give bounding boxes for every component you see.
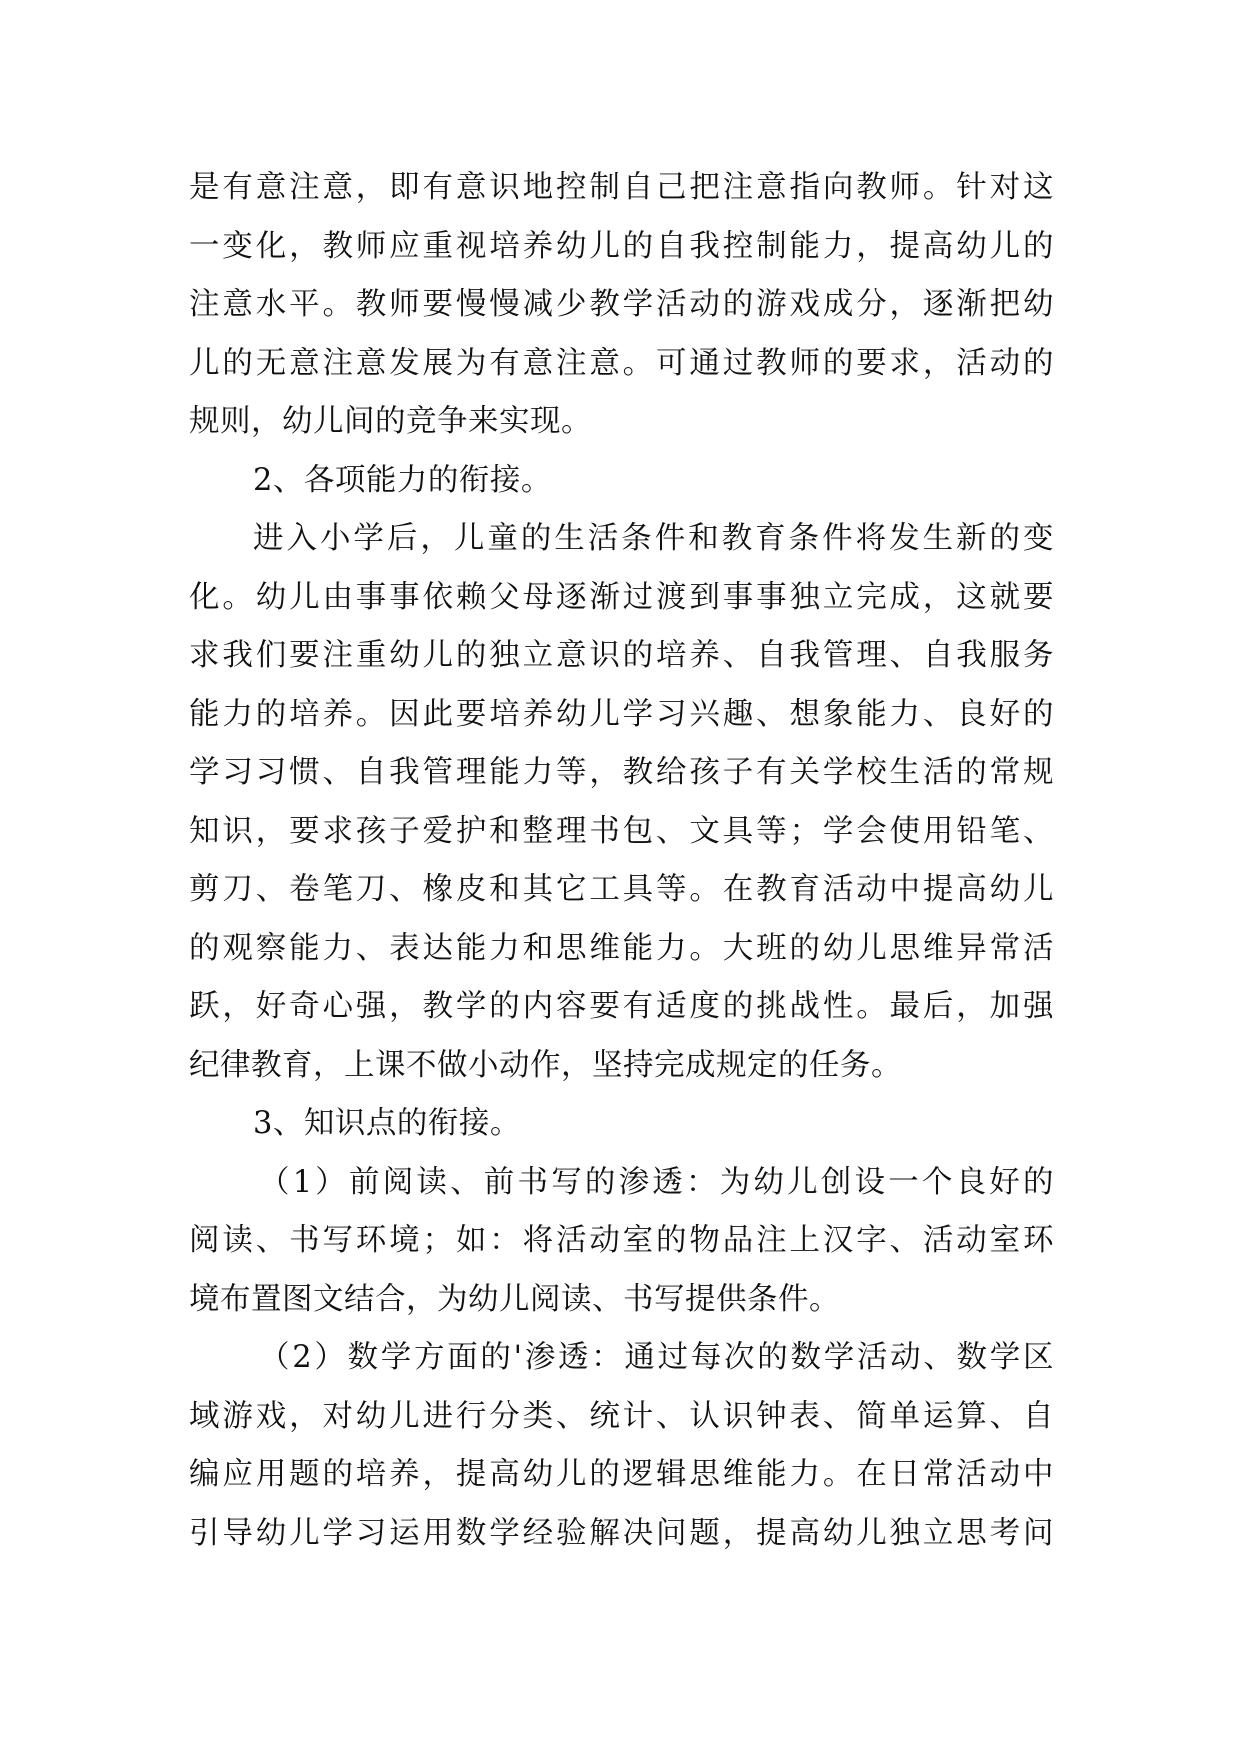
paragraph-line: 是有意注意，即有意识地控制自己把注意指向教师。针对这: [189, 170, 1054, 205]
paragraph-line: 跃，好奇心强，教学的内容要有适度的挑战性。最后，加强: [189, 989, 1054, 1024]
section-heading: 2、各项能力的衔接。: [253, 462, 552, 498]
body-text: [189, 159, 1054, 1563]
section-heading: 3、知识点的衔接。: [253, 1106, 521, 1141]
paragraph-line: 学习习惯、自我管理能力等，教给孩子有关学校生活的常规: [189, 755, 1054, 790]
paragraph-line: 剪刀、卷笔刀、橡皮和其它工具等。在教育活动中提高幼儿: [189, 872, 1054, 907]
paragraph-line: 能力的培养。因此要培养幼儿学习兴趣、想象能力、良好的: [189, 696, 1054, 732]
paragraph-line: 纪律教育，上课不做小动作，坚持完成规定的任务。: [189, 1047, 902, 1083]
paragraph-line: 进入小学后，儿童的生活条件和教育条件将发生新的变: [253, 521, 1054, 556]
paragraph-line: 注意水平。教师要慢慢减少教学活动的游戏成分，逐渐把幼: [189, 287, 1054, 322]
paragraph-line: 域游戏，对幼儿进行分类、统计、认识钟表、简单运算、自: [189, 1398, 1054, 1434]
paragraph-line: 儿的无意注意发展为有意注意。可通过教师的要求，活动的: [189, 345, 1054, 381]
paragraph-line: 境布置图文结合，为幼儿阅读、书写提供条件。: [189, 1281, 840, 1317]
paragraph-line: （1）前阅读、前书写的渗透：为幼儿创设一个良好的: [259, 1164, 1054, 1200]
paragraph-line: 一变化，教师应重视培养幼儿的自我控制能力，提高幼儿的: [189, 228, 1054, 264]
paragraph-line: 的观察能力、表达能力和思维能力。大班的幼儿思维异常活: [189, 930, 1054, 966]
paragraph-line: （2）数学方面的'渗透：通过每次的数学活动、数学区: [259, 1340, 1054, 1375]
paragraph-line: 编应用题的培养，提高幼儿的逻辑思维能力。在日常活动中: [189, 1457, 1054, 1492]
paragraph-line: 知识，要求孩子爱护和整理书包、文具等；学会使用铅笔、: [189, 813, 1054, 849]
paragraph-line: 规则，幼儿间的竞争来实现。: [189, 404, 592, 439]
paragraph-line: 阅读、书写环境；如：将活动室的物品注上汉字、活动室环: [189, 1223, 1054, 1258]
paragraph-line: 引导幼儿学习运用数学经验解决问题，提高幼儿独立思考问: [189, 1515, 1054, 1551]
paragraph-line: 求我们要注重幼儿的独立意识的培养、自我管理、自我服务: [189, 638, 1054, 673]
paragraph-line: 化。幼儿由事事依赖父母逐渐过渡到事事独立完成，这就要: [189, 579, 1054, 615]
